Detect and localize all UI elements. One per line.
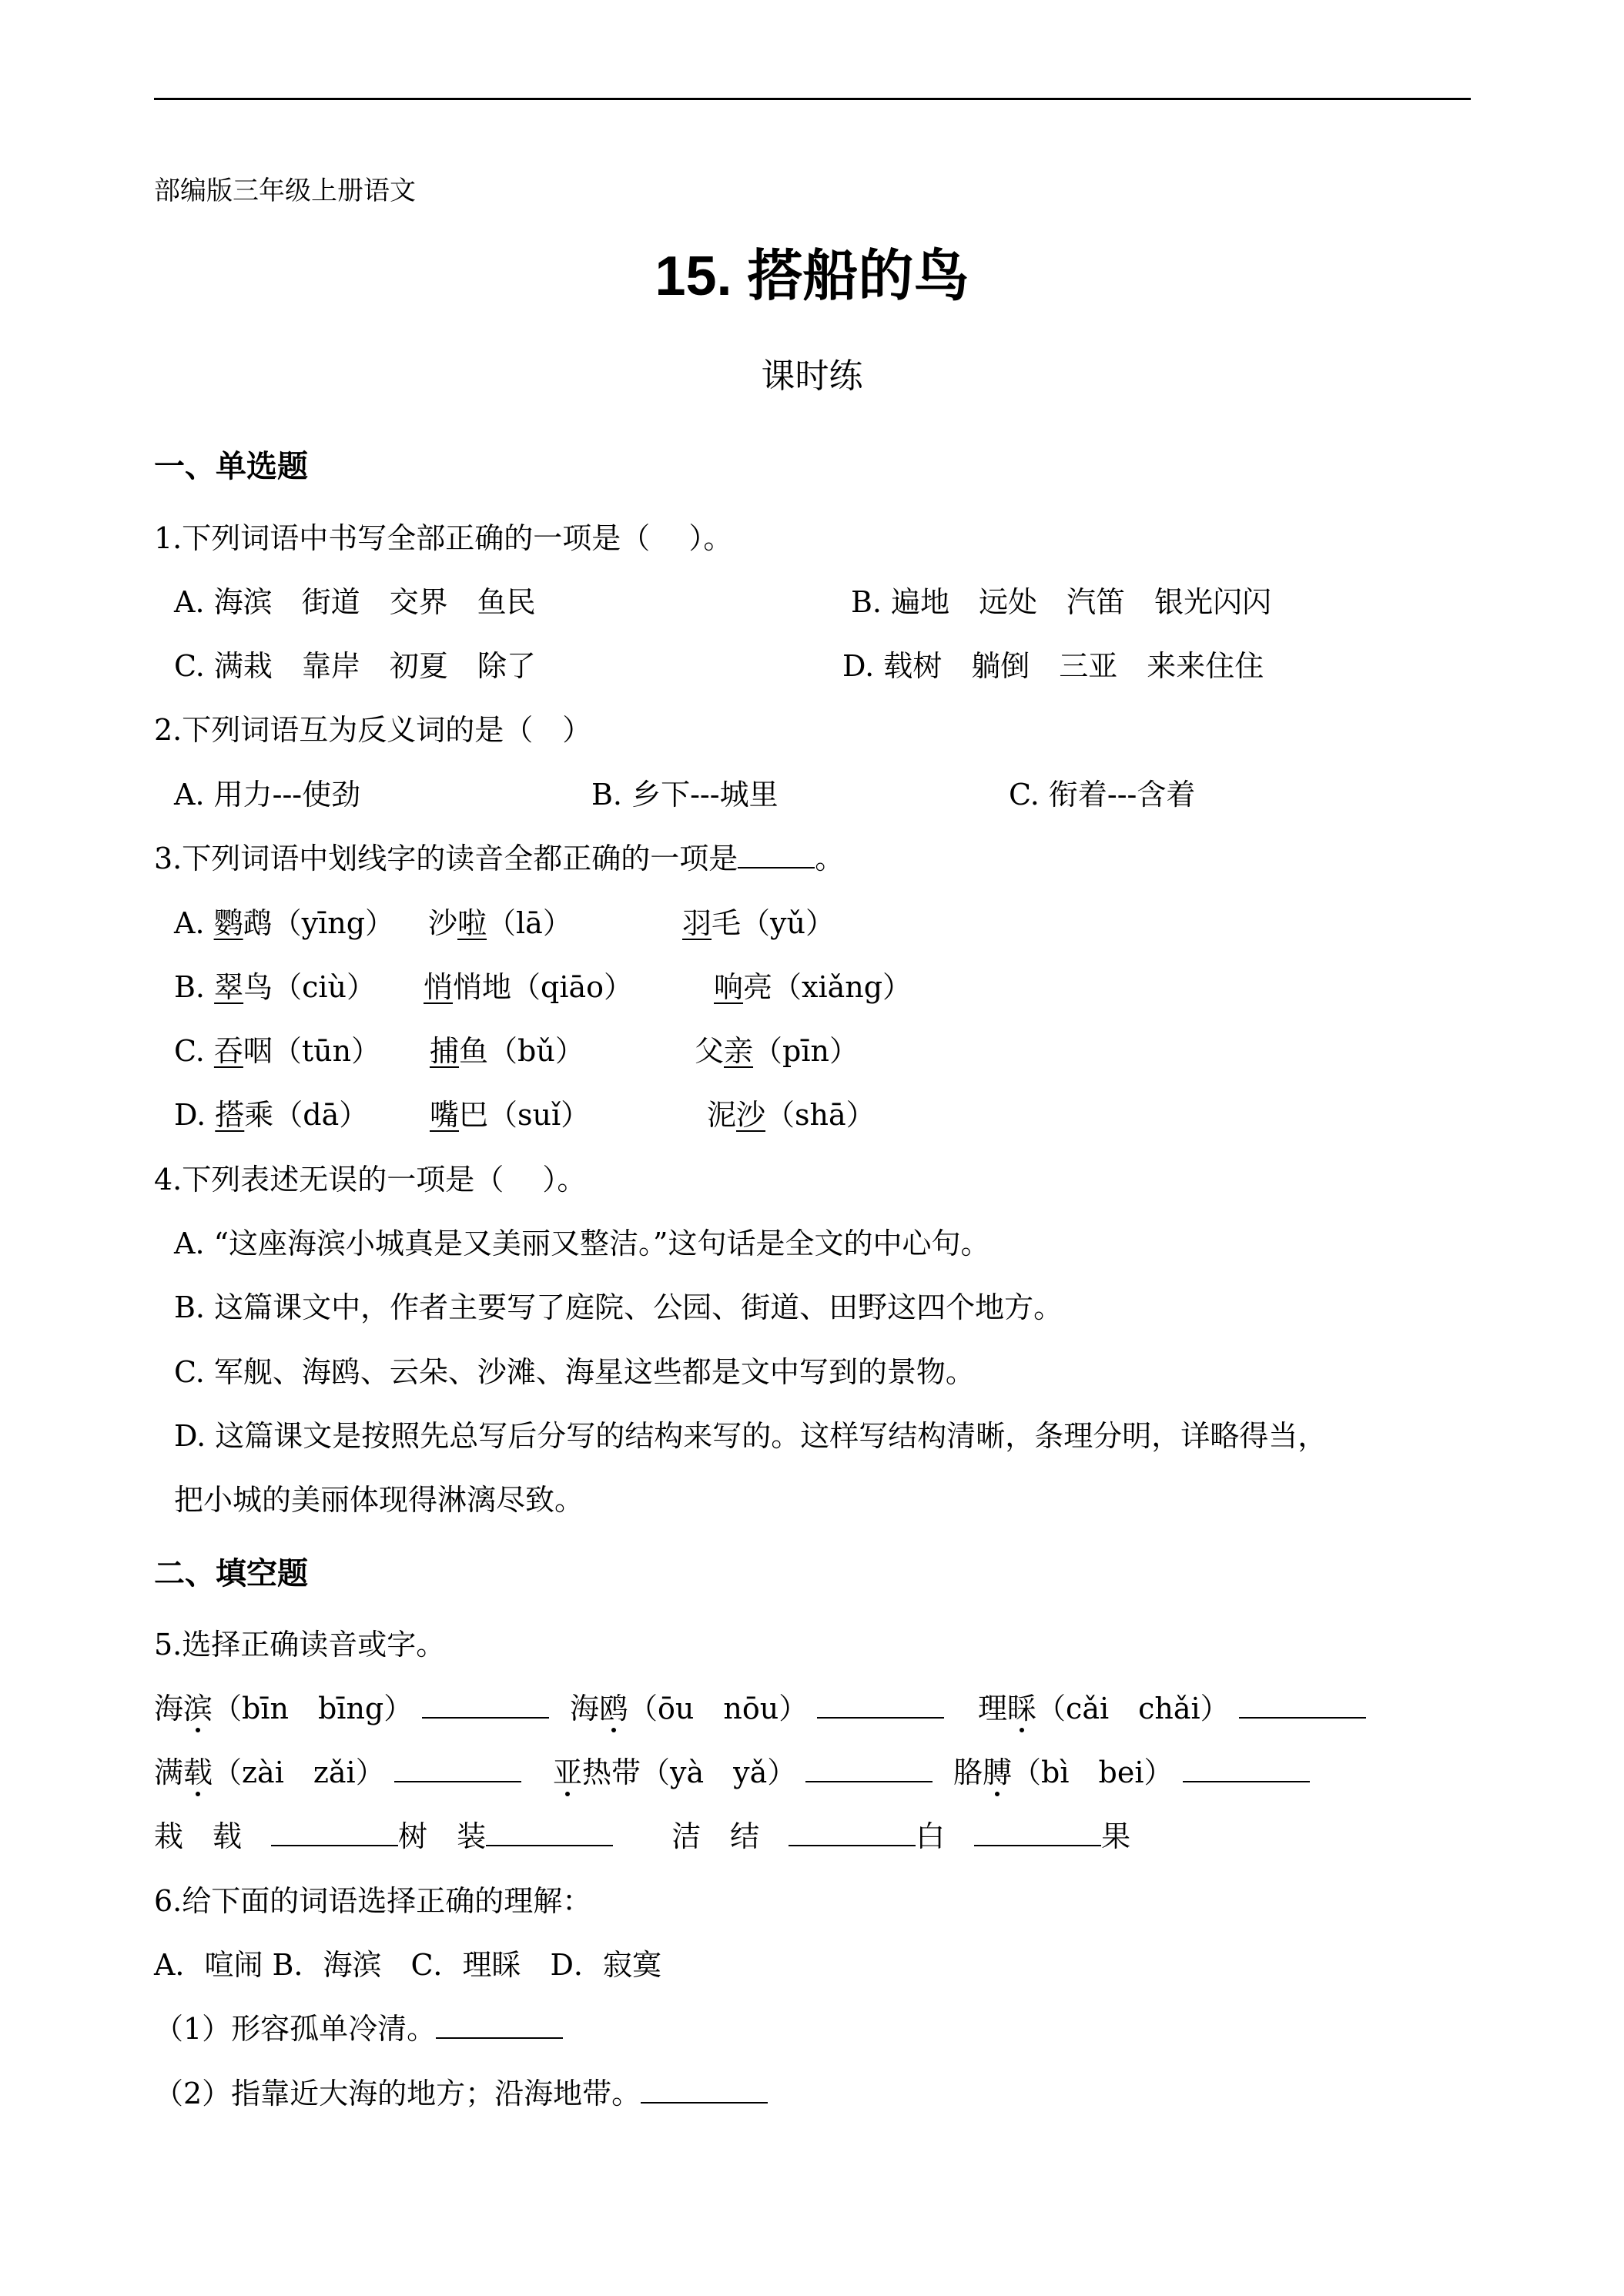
q4-option-d-cont: 把小城的美丽体现得淋漓尽致。 — [174, 1483, 584, 1517]
q3-option-d: D. 搭乘（dā） 嘴巴（suǐ） 泥沙（shā） — [174, 1098, 876, 1132]
q5-blank-1[interactable] — [422, 1694, 549, 1719]
q4-option-b: B. 这篇课文中，作者主要写了庭院、公园、街道、田野这四个地方。 — [174, 1290, 1063, 1324]
q5-blank-4[interactable] — [394, 1758, 521, 1782]
q3-stem — [154, 844, 844, 873]
q3-answer-blank[interactable] — [738, 844, 815, 869]
q2-stem: 2.下列词语互为反义词的是（ ） — [154, 713, 592, 747]
q6-part1: （1）形容孤单冷清。 — [154, 2014, 563, 2043]
q4-option-d: D. 这篇课文是按照先总写后分写的结构来写的。这样写结构清晰，条理分明，详略得当， — [174, 1419, 1328, 1453]
q5-blank-6[interactable] — [1183, 1758, 1310, 1782]
q2-option-c: C. 衔着---含着 — [1009, 778, 1196, 812]
q5-row1: 海滨（bīn bīng） 海鸥（ōu nōu） 理睬（cǎi chǎi） — [154, 1694, 1366, 1723]
q6-stem: 6.给下面的词语选择正确的理解： — [154, 1884, 592, 1918]
q4-stem: 4.下列表述无误的一项是（ ）。 — [154, 1163, 587, 1197]
q3-option-a: A. 鹦鹉（yīng） 沙啦（lā） 羽毛（yǔ） — [174, 906, 835, 940]
q1-option-d: D. 载树 躺倒 三亚 来来住住 — [842, 649, 1264, 683]
q1-stem: 1.下列词语中书写全部正确的一项是（ ）。 — [154, 521, 733, 555]
q5-blank-10[interactable] — [974, 1822, 1101, 1846]
q3-stem-text: 3.下列词语中划线字的读音全都正确的一项是 — [154, 842, 738, 875]
q3-option-b: B. 翠鸟（ciù） 悄悄地（qiāo） 响亮（xiǎng） — [174, 970, 912, 1004]
header-rule — [154, 98, 1471, 100]
q5-row2: 满载（zài zǎi） 亚热带（yà yǎ） 胳膊（bì bei） — [154, 1758, 1310, 1787]
q2-option-b: B. 乡下---城里 — [591, 778, 779, 812]
q1-option-b: B. 遍地 远处 汽笛 银光闪闪 — [851, 585, 1272, 619]
q5-blank-7[interactable] — [271, 1822, 398, 1846]
q4-option-a: A. “这座海滨小城真是又美丽又整洁。”这句话是全文的中心句。 — [174, 1227, 990, 1260]
q5-stem: 5.选择正确读音或字。 — [154, 1628, 446, 1662]
section-single-choice: 一、单选题 — [154, 448, 308, 484]
q5-blank-5[interactable] — [805, 1758, 933, 1782]
q3-option-c: C. 吞咽（tūn） 捕鱼（bǔ） 父亲（pīn） — [174, 1034, 859, 1068]
q6-blank-1[interactable] — [436, 2014, 563, 2039]
q6-options: A．喧闹 B．海滨 C．理睬 D．寂寞 — [154, 1948, 661, 1982]
section-fill-blank: 二、填空题 — [154, 1555, 308, 1591]
page-title: 15. 搭船的鸟 — [655, 246, 969, 307]
q5-blank-2[interactable] — [817, 1694, 944, 1719]
q6-blank-2[interactable] — [641, 2079, 768, 2104]
q3-stem-end: 。 — [815, 842, 845, 875]
q1-option-c: C. 满栽 靠岸 初夏 除了 — [174, 649, 536, 683]
q4-option-c: C. 军舰、海鸥、云朵、沙滩、海星这些都是文中写到的景物。 — [174, 1355, 975, 1389]
q5-blank-9[interactable] — [789, 1822, 916, 1846]
q6-part2: （2）指靠近大海的地方；沿海地带。 — [154, 2079, 768, 2108]
q1-option-a: A. 海滨 街道 交界 鱼民 — [174, 585, 536, 619]
q5-row3: 栽 载 树 装 洁 结 白 果 — [154, 1819, 1131, 1853]
page-subtitle: 课时练 — [761, 356, 863, 396]
q5-blank-3[interactable] — [1239, 1694, 1366, 1719]
q2-option-a: A. 用力---使劲 — [174, 778, 361, 812]
q5-blank-8[interactable] — [486, 1822, 613, 1846]
doc-header: 部编版三年级上册语文 — [154, 176, 416, 206]
